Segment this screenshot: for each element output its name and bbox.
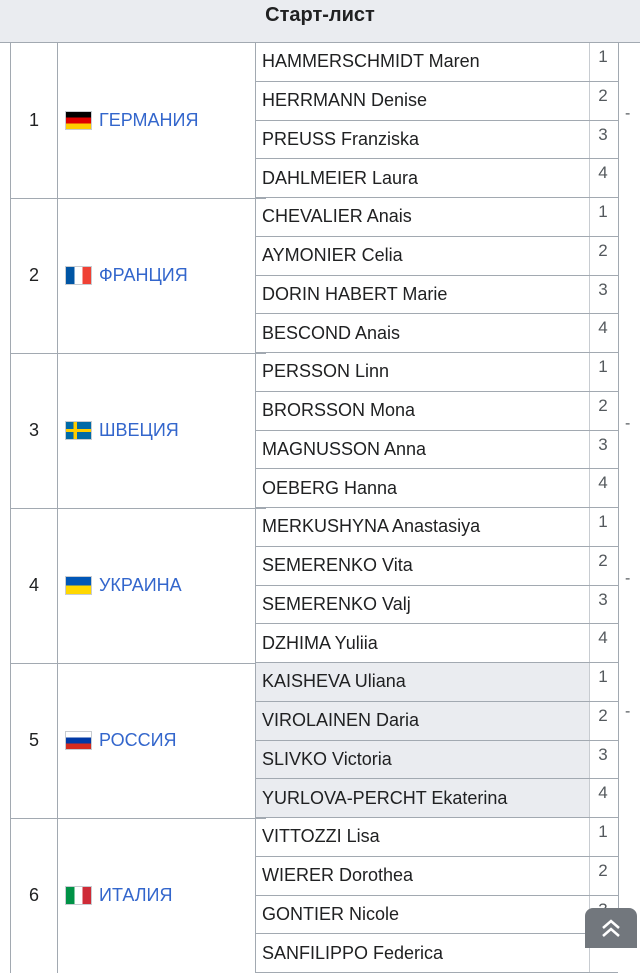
athlete-row — [256, 508, 618, 547]
team-rank: 1 — [10, 43, 58, 198]
athlete-name: KAISHEVA Uliana — [256, 663, 590, 701]
athlete-row — [256, 121, 618, 160]
athlete-name: SEMERENKO Vita — [256, 547, 590, 585]
athlete-order: 2 — [598, 860, 608, 880]
athlete-order: 1 — [598, 512, 608, 531]
athlete-order: 2 — [598, 705, 608, 725]
athlete-row — [256, 469, 618, 508]
country-name[interactable]: ФРАНЦИЯ — [99, 265, 188, 285]
athlete-order: 4 — [598, 318, 608, 338]
athlete-row — [256, 43, 618, 82]
athlete-row — [256, 82, 618, 121]
athlete-row — [256, 818, 618, 857]
athlete-row — [256, 198, 618, 237]
result-dash: - — [625, 703, 631, 720]
athlete-name: HAMMERSCHMIDT Maren — [256, 43, 590, 81]
france-flag-icon — [66, 267, 91, 284]
athlete-order: 3 — [598, 279, 608, 299]
team-country-link[interactable] — [58, 508, 256, 663]
athlete-row — [256, 741, 618, 780]
athlete-order: 4 — [598, 783, 608, 803]
russia-flag-icon — [66, 732, 91, 749]
country-name[interactable]: РОССИЯ — [99, 730, 177, 750]
athlete-name: DAHLMEIER Laura — [256, 159, 590, 197]
athlete-row — [256, 159, 618, 198]
team-country-link[interactable] — [58, 198, 256, 353]
sweden-flag-icon — [66, 422, 91, 439]
start-list-header — [0, 0, 640, 43]
team-country-link[interactable] — [58, 43, 256, 198]
country-name[interactable]: УКРАИНА — [99, 575, 182, 595]
country-name[interactable]: ГЕРМАНИЯ — [99, 110, 199, 130]
athlete-name: MAGNUSSON Anna — [256, 431, 590, 469]
start-list-title: Старт-лист — [265, 4, 375, 26]
athlete-order: 3 — [598, 434, 608, 454]
athlete-row — [256, 896, 618, 935]
athlete-name: MERKUSHYNA Anastasiya — [256, 508, 590, 546]
italy-flag-icon — [66, 887, 91, 904]
athlete-order: 1 — [598, 47, 608, 66]
athlete-row — [256, 276, 618, 315]
team-rank: 5 — [10, 663, 58, 818]
athlete-row — [256, 702, 618, 741]
athlete-row — [256, 857, 618, 896]
athlete-order: 3 — [598, 744, 608, 764]
team-rank: 3 — [10, 353, 58, 508]
result-dash: - — [625, 105, 631, 122]
team-country-link[interactable] — [58, 353, 256, 508]
athlete-list — [256, 353, 618, 508]
athlete-name: DZHIMA Yuliia — [256, 624, 590, 662]
athlete-name: PREUSS Franziska — [256, 121, 590, 159]
athlete-name: WIERER Dorothea — [256, 857, 590, 895]
athlete-name: BRORSSON Mona — [256, 392, 590, 430]
athlete-order: 1 — [598, 822, 608, 841]
athlete-row — [256, 934, 618, 973]
athlete-order: 3 — [598, 589, 608, 609]
athlete-name: BESCOND Anais — [256, 314, 590, 352]
athlete-list — [256, 508, 618, 663]
athlete-row — [256, 431, 618, 470]
athlete-order: 1 — [598, 667, 608, 686]
scroll-to-top-button[interactable] — [585, 908, 637, 948]
athlete-name: VITTOZZI Lisa — [256, 818, 590, 856]
country-name[interactable]: ИТАЛИЯ — [99, 885, 173, 905]
athlete-list — [256, 818, 618, 973]
athlete-name: SANFILIPPO Federica — [256, 934, 590, 972]
athlete-name: SLIVKO Victoria — [256, 741, 590, 779]
athlete-name: VIROLAINEN Daria — [256, 702, 590, 740]
team-country-link[interactable] — [58, 663, 256, 818]
team-row — [0, 43, 640, 198]
team-row — [0, 198, 640, 353]
athlete-row — [256, 314, 618, 353]
athlete-order: 2 — [598, 550, 608, 570]
country-name[interactable]: ШВЕЦИЯ — [99, 420, 179, 440]
germany-flag-icon — [66, 112, 91, 129]
ukraine-flag-icon — [66, 577, 91, 594]
athlete-row — [256, 547, 618, 586]
athlete-name: CHEVALIER Anais — [256, 198, 590, 236]
athlete-order: 4 — [598, 163, 608, 183]
athlete-list — [256, 663, 618, 818]
athlete-name: GONTIER Nicole — [256, 896, 590, 934]
athlete-name: PERSSON Linn — [256, 353, 590, 391]
athlete-order: 2 — [598, 85, 608, 105]
athlete-name: YURLOVA-PERCHT Ekaterina — [256, 779, 590, 817]
athlete-order: 2 — [598, 240, 608, 260]
athlete-row — [256, 624, 618, 663]
athlete-row — [256, 779, 618, 818]
athlete-name: HERRMANN Denise — [256, 82, 590, 120]
team-row — [0, 353, 640, 508]
result-dash: - — [625, 570, 631, 587]
athlete-order: 4 — [598, 628, 608, 648]
athlete-order: 1 — [598, 202, 608, 221]
team-row — [0, 818, 640, 973]
athlete-name: DORIN HABERT Marie — [256, 276, 590, 314]
athlete-order: 1 — [598, 357, 608, 376]
athlete-name: AYMONIER Celia — [256, 237, 590, 275]
athlete-row — [256, 237, 618, 276]
team-rank: 4 — [10, 508, 58, 663]
double-chevron-up-icon — [599, 917, 623, 939]
athlete-name: OEBERG Hanna — [256, 469, 590, 507]
athlete-row — [256, 353, 618, 392]
athlete-row — [256, 392, 618, 431]
athlete-order: 2 — [598, 395, 608, 415]
team-country-link[interactable] — [58, 818, 256, 973]
team-rank: 6 — [10, 818, 58, 973]
team-row — [0, 663, 640, 818]
team-row — [0, 508, 640, 663]
team-rank: 2 — [10, 198, 58, 353]
athlete-row — [256, 586, 618, 625]
athlete-name: SEMERENKO Valj — [256, 586, 590, 624]
athlete-order: 4 — [598, 473, 608, 493]
athlete-row — [256, 663, 618, 702]
athlete-list — [256, 198, 618, 353]
athlete-order: 3 — [598, 124, 608, 144]
result-dash: - — [625, 415, 631, 432]
athlete-list — [256, 43, 618, 198]
